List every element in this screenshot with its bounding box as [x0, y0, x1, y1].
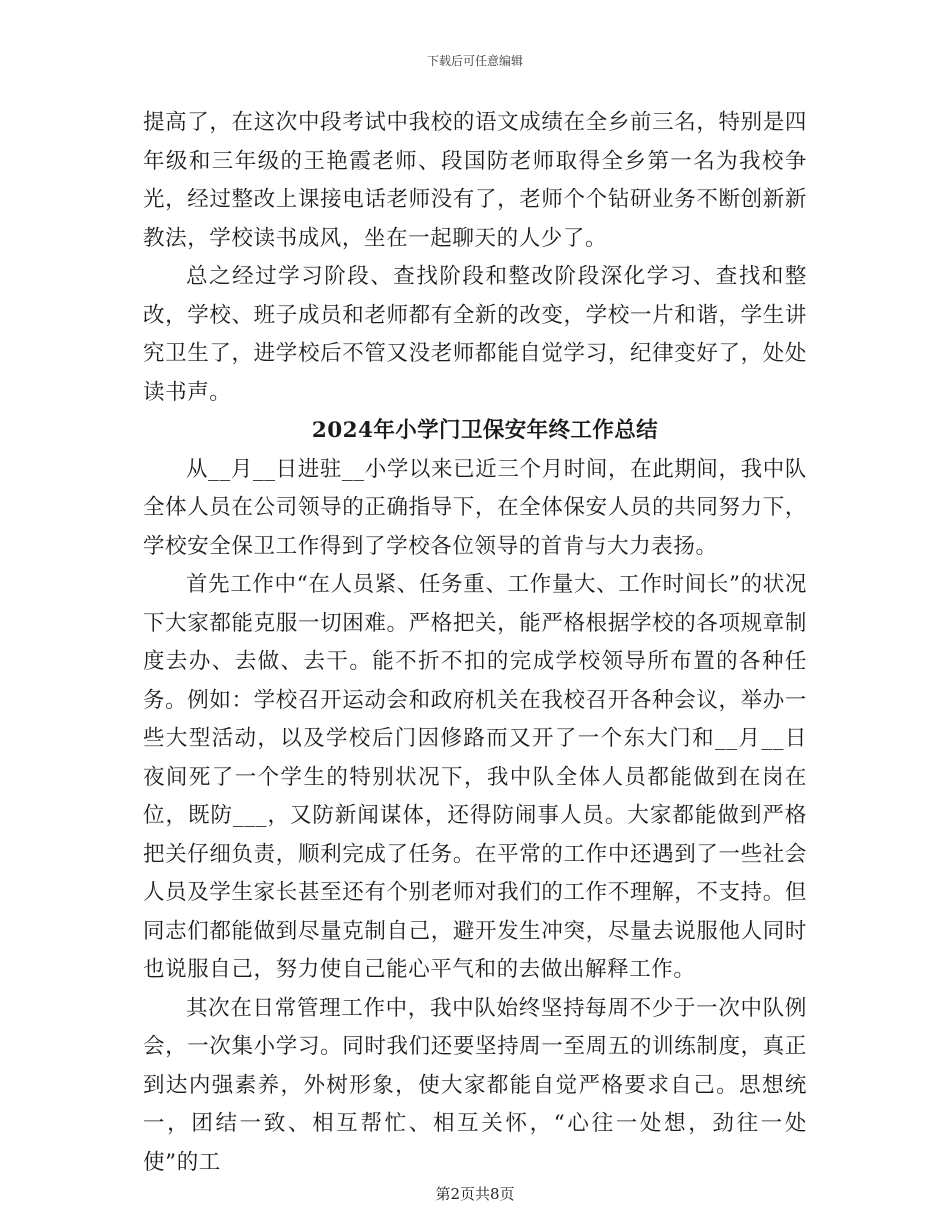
paragraph-intro: 从__月__日进驻__小学以来已近三个月时间，在此期间，我中队全体人员在公司领导的正确指导下，在全体保安人员的共同努力下，学校安全保卫工作得到了学校各位领导的首肯与大力表扬。: [143, 456, 807, 559]
document-body: [143, 104, 807, 1182]
page-number: 第2页共8页: [435, 1185, 515, 1203]
paragraph-second: 其次在日常管理工作中，我中队始终坚持每周不少于一次中队例会，一次集小学习。同时我们还要坚持周一至周五的训练制度，真正到达内强素养，外树形象，使大家都能自觉严格要求自己。思想统一，团结一致、相互帮忙、相互关怀，“心往一处想，劲往一处使”的工: [143, 995, 807, 1175]
paragraph-summary: 总之经过学习阶段、查找阶段和整改阶段深化学习、查找和整改，学校、班子成员和老师都有全新的改变，学校一片和谐，学生讲究卫生了，进学校后不管又没老师都能自觉学习，纪律变好了，处处读书声。: [143, 264, 807, 405]
page-header: 下载后可任意编辑: [426, 54, 523, 68]
paragraph-first: 首先工作中“在人员紧、任务重、工作量大、工作时间长”的状况下大家都能克服一切困难。严格把关，能严格根据学校的各项规章制度去办、去做、去干。能不折不扣的完成学校领导所布置的各种任务。例如：学校召开运动会和政府机关在我校召开各种会议，举办一些大型活动，以及学校后门因修路而又开了一个东大门和__月__日夜间死了一个学生的特别状况下，我中队全体人员都能做到在岗在位，既防___，又防新闻谋体，还得防闹事人员。大家都能做到严格把关仔细负责，顺利完成了任务。在平常的工作中还遇到了一些社会人员及学生家长甚至还有个别老师对我们的工作不理解，不支持。但同志们都能做到尽量克制自己，避开发生冲突，尽量去说服他人同时也说服自己，努力使自己能心平气和的去做出解释工作。: [143, 572, 807, 982]
section-title: 2024年小学门卫保安年终工作总结: [311, 418, 659, 443]
paragraph-continuation: 提高了，在这次中段考试中我校的语文成绩在全乡前三名，特别是四年级和三年级的王艳霞老师、段国防老师取得全乡第一名为我校争光，经过整改上课接电话老师没有了，老师个个钻研业务不断创新新教法，学校读书成风，坐在一起聊天的人少了。: [143, 110, 807, 251]
